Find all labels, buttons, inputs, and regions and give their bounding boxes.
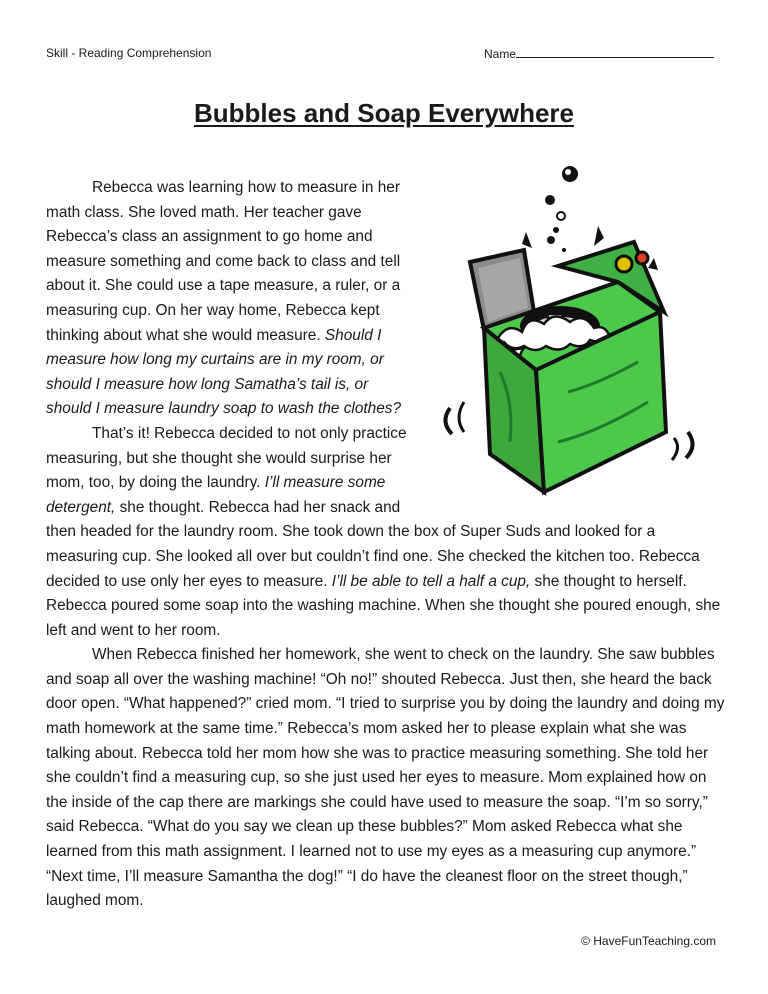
dial: [616, 256, 632, 272]
name-field: [484, 46, 714, 61]
bubble: [562, 248, 566, 252]
bubble: [547, 236, 555, 244]
text-segment: she thought. Rebecca had her snack and then headed for the laundry room. She took down the box of Super Suds and looked for a measuring cup. She looked all over but couldn’t find one. She checked the kitchen too. Rebecca decided to use only her eyes to measure.: [46, 498, 700, 590]
dial: [636, 252, 648, 264]
text-segment: When Rebecca finished her homework, she went to check on the laundry. She saw bubbles and soap all over the washing machine! “Oh no!” shouted Rebecca. Just then, she heard the back door open. “What happened?” cried mom. “I tried to surprise you by doing the laundry and doing my math homework at the same time.” Rebecca’s mom asked her to please explain what she was talking about. Rebecca told her mom how she was to practice measuring something. She told her she couldn’t find a measuring cup, so she just used her eyes to measure. Mom explained how on the inside of the cap there are markings she could have used to measure the soap. “I’m so sorry,” said Rebecca. “What do you say we clean up these bubbles?” Mom asked Rebecca what she learned from this math assignment. I learned not to use my eyes as a measuring cup anymore.” “Next time, I’ll measure Samantha the dog!” “I do have the cleanest floor on the street though,” laughed mom.: [46, 646, 725, 910]
page-title: Bubbles and Soap Everywhere: [193, 98, 574, 128]
text-segment: Rebecca was learning how to measure in her math class. She loved math. Her teacher gave Rebecca’s class an assignment to go home and measure something and come back to class and tell about it. She could use a tape measure, a ruler, or a measuring cup. On her way home, Rebecca kept thinking about what she would measure.: [46, 179, 401, 344]
bubble: [557, 212, 565, 220]
name-blank-line: [516, 46, 714, 58]
washing-machine-illustration: [428, 162, 738, 504]
text-segment: I’ll measure some detergent,: [46, 474, 386, 516]
text-segment: I’ll be able to tell a half a cup,: [331, 572, 531, 590]
name-label: Name: [484, 47, 517, 61]
skill-label: Skill - Reading Comprehension: [46, 46, 212, 60]
story-text: [46, 176, 730, 914]
text-segment: she thought to herself. Rebecca poured some soap into the washing machine. When she thought she poured enough, she left and went to her room.: [46, 572, 721, 639]
copyright-footer: © HaveFunTeaching.com: [581, 934, 716, 948]
washing-machine-icon: [428, 162, 738, 504]
bubble: [545, 195, 555, 205]
paragraph-3: [46, 643, 730, 914]
text-segment: Should I measure how long my curtains are in my room, or should I measure how long Samatha’s tail is, or should I measure laundry soap to wash the clothes?: [46, 326, 402, 418]
text-segment: That’s it! Rebecca decided to not only practice measuring, but she thought she would surprise her mom, too, by doing the laundry.: [46, 424, 407, 492]
bubble: [553, 227, 559, 233]
